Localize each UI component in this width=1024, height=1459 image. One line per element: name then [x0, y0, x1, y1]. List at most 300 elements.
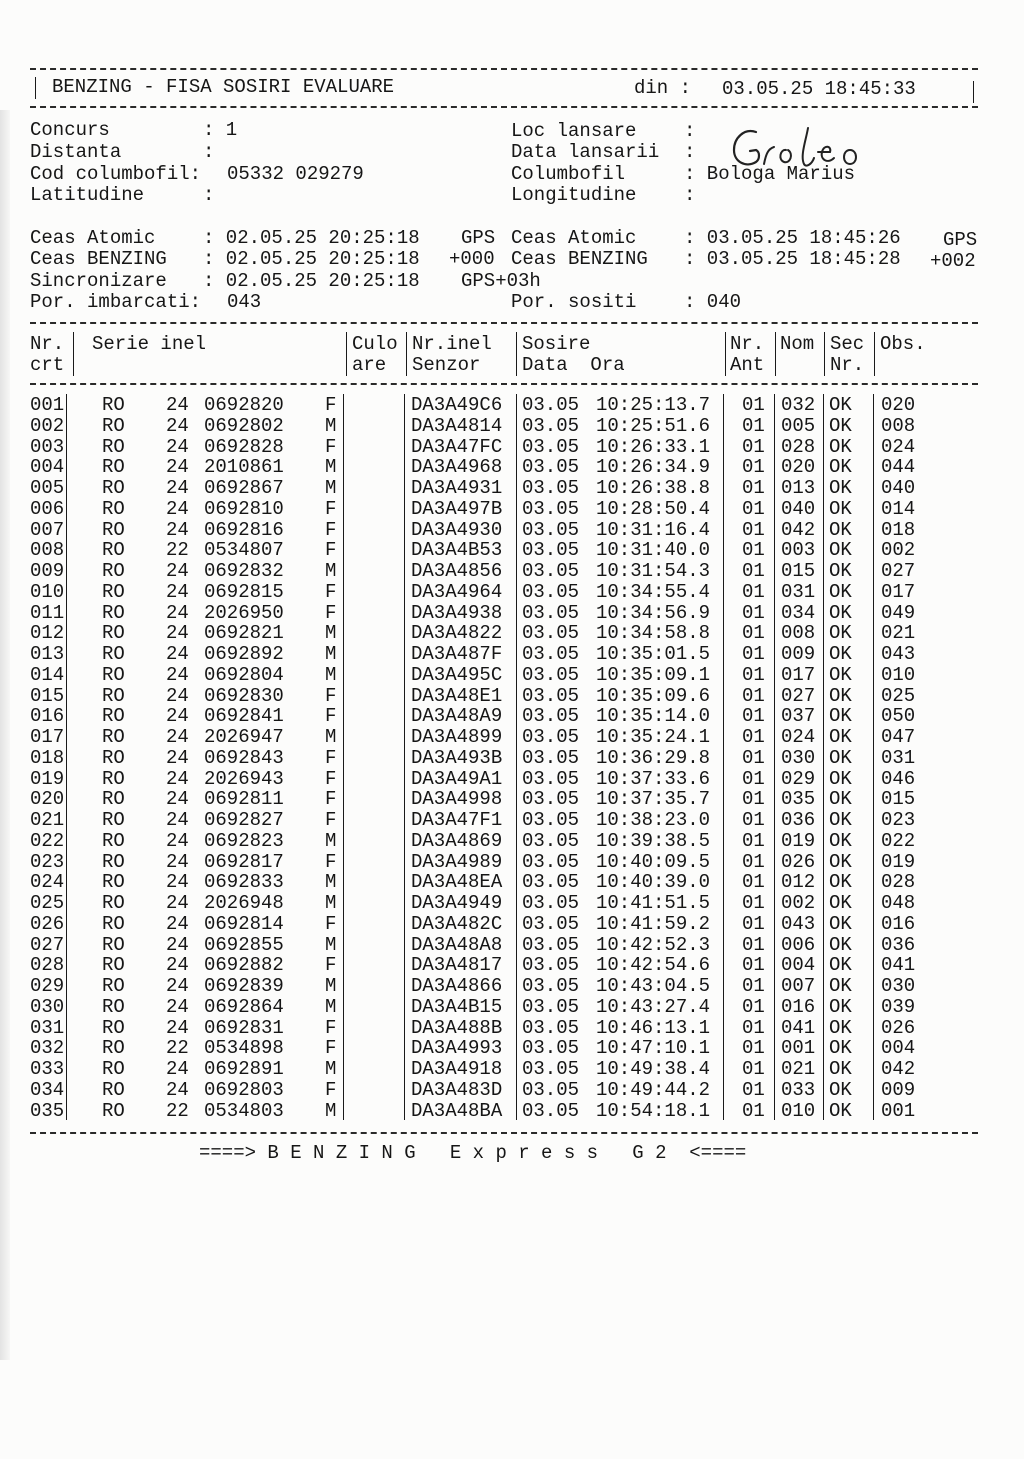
cell-sex: F	[325, 435, 337, 458]
cell-nr: 031	[30, 1016, 65, 1039]
cell-sex: F	[325, 684, 337, 707]
cell-an: 24	[166, 477, 189, 499]
cell-an: 24	[166, 518, 189, 541]
cell-sec: OK	[829, 539, 852, 562]
cell-ora: 10:25:51.6	[596, 414, 711, 437]
cell-nom: 037	[781, 705, 816, 728]
cell-an: 24	[166, 726, 189, 748]
cell-inel: 0692815	[204, 580, 284, 603]
cell-senzor: DA3A495C	[411, 663, 503, 686]
cell-tara: RO	[102, 394, 125, 416]
cell-an: 24	[166, 560, 189, 582]
cell-nom: 024	[781, 726, 816, 748]
cell-ora: 10:36:29.8	[596, 746, 711, 769]
cell-sec: OK	[829, 933, 852, 956]
cell-sex: M	[325, 663, 337, 686]
cell-ant: 01	[742, 933, 765, 956]
cell-sex: F	[325, 601, 337, 624]
table-row	[0, 1059, 1024, 1080]
cell-tara: RO	[102, 1037, 125, 1060]
longitudine-value: :	[684, 184, 696, 206]
cell-nr: 024	[30, 871, 65, 894]
cell-tara: RO	[102, 829, 125, 852]
cell-an: 24	[166, 954, 189, 977]
cell-obs: 014	[881, 497, 916, 520]
table-row	[0, 478, 1024, 499]
cell-ora: 10:43:04.5	[596, 975, 711, 997]
cell-obs: 039	[881, 995, 916, 1018]
cell-ora: 10:49:38.4	[596, 1058, 711, 1080]
hdr-sep	[406, 332, 407, 376]
cell-ant: 01	[742, 1078, 765, 1101]
cell-senzor: DA3A4817	[411, 954, 503, 977]
table-row	[0, 603, 1024, 624]
loc-lansare-label: Loc lansare	[511, 120, 637, 142]
cell-nom: 012	[781, 871, 816, 894]
cell-ora: 10:41:59.2	[596, 912, 711, 935]
cell-sex: M	[325, 560, 337, 582]
cell-sex: M	[325, 933, 337, 956]
cell-tara: RO	[102, 414, 125, 437]
cell-sec: OK	[829, 518, 852, 541]
por-imbarcati-label: Por. imbarcati:	[30, 291, 202, 313]
cell-ora: 10:31:40.0	[596, 539, 711, 562]
cell-ant: 01	[742, 705, 765, 728]
ceas-benzing-start-value: : 02.05.25 20:25:18	[203, 248, 420, 270]
table-row	[0, 665, 1024, 686]
cell-nom: 003	[781, 539, 816, 562]
cell-sex: F	[325, 518, 337, 541]
cell-inel: 2010861	[204, 456, 284, 479]
cell-sec: OK	[829, 477, 852, 499]
cell-nr: 032	[30, 1037, 65, 1060]
cell-data: 03.05	[522, 1078, 580, 1101]
ceas-atomic-start-value: : 02.05.25 20:25:18	[203, 227, 420, 249]
divider-table-header	[30, 383, 978, 385]
ceas-atomic-end-label: Ceas Atomic	[511, 227, 637, 249]
table-row	[0, 623, 1024, 644]
cell-ora: 10:46:13.1	[596, 1016, 711, 1039]
latitudine-label: Latitudine	[30, 184, 145, 206]
cell-senzor: DA3A4998	[411, 788, 503, 811]
cell-data: 03.05	[522, 684, 580, 707]
cell-senzor: DA3A4989	[411, 850, 503, 873]
cell-ora: 10:49:44.2	[596, 1078, 711, 1101]
table-row	[0, 955, 1024, 976]
cell-nom: 033	[781, 1078, 816, 1101]
divider-top	[30, 68, 978, 70]
table-row	[0, 706, 1024, 727]
cell-inel: 0692823	[204, 829, 284, 852]
cell-senzor: DA3A48A9	[411, 705, 503, 728]
cell-inel: 0692803	[204, 1078, 284, 1101]
cell-ora: 10:37:33.6	[596, 767, 711, 790]
cell-nom: 008	[781, 622, 816, 645]
cell-data: 03.05	[522, 809, 580, 831]
cell-obs: 027	[881, 560, 916, 582]
cell-obs: 048	[881, 892, 916, 914]
cell-ant: 01	[742, 871, 765, 894]
cell-ora: 10:37:35.7	[596, 788, 711, 811]
cell-sec: OK	[829, 622, 852, 645]
cell-sec: OK	[829, 954, 852, 977]
col-nr-header: Nr.	[30, 333, 65, 355]
cell-nr: 021	[30, 809, 65, 831]
cell-an: 24	[166, 829, 189, 852]
cell-an: 22	[166, 1037, 189, 1060]
cell-ora: 10:35:01.5	[596, 643, 711, 665]
cell-tara: RO	[102, 601, 125, 624]
cell-nom: 041	[781, 1016, 816, 1039]
cell-inel: 0534898	[204, 1037, 284, 1060]
cell-an: 24	[166, 394, 189, 416]
cell-nom: 043	[781, 912, 816, 935]
cell-nr: 019	[30, 767, 65, 790]
cell-nom: 042	[781, 518, 816, 541]
cell-ora: 10:40:09.5	[596, 850, 711, 873]
table-row	[0, 810, 1024, 831]
columbofil-name: : Bologa Marius	[684, 163, 856, 185]
cell-sec: OK	[829, 394, 852, 416]
cell-an: 24	[166, 767, 189, 790]
cell-tara: RO	[102, 975, 125, 997]
cell-sex: F	[325, 809, 337, 831]
cell-nr: 006	[30, 497, 65, 520]
cell-senzor: DA3A4964	[411, 580, 503, 603]
cell-obs: 028	[881, 871, 916, 894]
cell-ant: 01	[742, 580, 765, 603]
cell-inel: 2026947	[204, 726, 284, 748]
hdr-sep	[824, 332, 825, 376]
table-row	[0, 540, 1024, 561]
table-row	[0, 935, 1024, 956]
cell-tara: RO	[102, 539, 125, 562]
cell-senzor: DA3A4993	[411, 1037, 503, 1060]
cell-sex: F	[325, 767, 337, 790]
cell-ant: 01	[742, 954, 765, 977]
cell-data: 03.05	[522, 1099, 580, 1122]
cell-obs: 010	[881, 663, 916, 686]
cell-data: 03.05	[522, 1037, 580, 1060]
table-row	[0, 499, 1024, 520]
cell-senzor: DA3A48BA	[411, 1099, 503, 1122]
cell-ant: 01	[742, 643, 765, 665]
cell-inel: 0692891	[204, 1058, 284, 1080]
cell-obs: 002	[881, 539, 916, 562]
cell-inel: 0692817	[204, 850, 284, 873]
cell-nom: 009	[781, 643, 816, 665]
cell-ant: 01	[742, 892, 765, 914]
table-row	[0, 582, 1024, 603]
cell-sex: M	[325, 995, 337, 1018]
cell-ora: 10:31:16.4	[596, 518, 711, 541]
por-sositi-value: : 040	[684, 291, 742, 313]
cell-inel: 0692816	[204, 518, 284, 541]
col-senzor-header: Senzor	[412, 354, 481, 376]
cell-ora: 10:35:09.6	[596, 684, 711, 707]
table-row	[0, 872, 1024, 893]
cell-nr: 014	[30, 663, 65, 686]
cell-nr: 022	[30, 829, 65, 852]
cell-sex: F	[325, 912, 337, 935]
cell-data: 03.05	[522, 643, 580, 665]
cell-ora: 10:26:38.8	[596, 477, 711, 499]
cell-obs: 043	[881, 643, 916, 665]
cell-obs: 022	[881, 829, 916, 852]
cell-tara: RO	[102, 809, 125, 831]
cell-inel: 0692821	[204, 622, 284, 645]
cell-nom: 013	[781, 477, 816, 499]
ceas-benzing-end-label: Ceas BENZING	[511, 248, 648, 270]
cell-senzor: DA3A4B15	[411, 995, 503, 1018]
cell-nom: 034	[781, 601, 816, 624]
cell-obs: 047	[881, 726, 916, 748]
ceas-benzing-end-suffix: +002	[930, 250, 976, 272]
table-row	[0, 520, 1024, 541]
cell-nr: 012	[30, 622, 65, 645]
col-nom-header: Nom	[780, 333, 815, 355]
ceas-benzing-end-value: : 03.05.25 18:45:28	[684, 248, 901, 270]
cell-ora: 10:35:24.1	[596, 726, 711, 748]
table-row	[0, 1101, 1024, 1122]
cell-an: 24	[166, 622, 189, 645]
cell-senzor: DA3A48E1	[411, 684, 503, 707]
cell-inel: 0692831	[204, 1016, 284, 1039]
table-row	[0, 686, 1024, 707]
cell-inel: 0692867	[204, 477, 284, 499]
cell-ant: 01	[742, 622, 765, 645]
cell-an: 22	[166, 539, 189, 562]
cell-senzor: DA3A482C	[411, 912, 503, 935]
cell-an: 24	[166, 933, 189, 956]
cell-obs: 041	[881, 954, 916, 977]
cell-data: 03.05	[522, 746, 580, 769]
cell-sec: OK	[829, 456, 852, 479]
cell-an: 24	[166, 746, 189, 769]
cell-tara: RO	[102, 622, 125, 645]
cell-obs: 020	[881, 394, 916, 416]
cell-tara: RO	[102, 477, 125, 499]
cell-data: 03.05	[522, 497, 580, 520]
cell-ant: 01	[742, 684, 765, 707]
cell-obs: 001	[881, 1099, 916, 1122]
cell-ant: 01	[742, 456, 765, 479]
cell-ora: 10:39:38.5	[596, 829, 711, 852]
hdr-sep	[725, 332, 726, 376]
col-serie-header: Serie inel	[92, 333, 207, 355]
cell-tara: RO	[102, 518, 125, 541]
cell-inel: 0534803	[204, 1099, 284, 1122]
cell-an: 24	[166, 975, 189, 997]
cell-nom: 019	[781, 829, 816, 852]
table-row	[0, 831, 1024, 852]
cell-sex: M	[325, 622, 337, 645]
cell-senzor: DA3A488B	[411, 1016, 503, 1039]
cell-sec: OK	[829, 684, 852, 707]
cell-inel: 0534807	[204, 539, 284, 562]
cell-sex: F	[325, 954, 337, 977]
cell-sec: OK	[829, 892, 852, 914]
cell-data: 03.05	[522, 518, 580, 541]
cell-nr: 001	[30, 394, 65, 416]
cell-tara: RO	[102, 1099, 125, 1122]
cell-sec: OK	[829, 746, 852, 769]
cell-senzor: DA3A4814	[411, 414, 503, 437]
col-culoare-header: Culo	[352, 333, 398, 355]
table-row	[0, 1080, 1024, 1101]
cell-data: 03.05	[522, 601, 580, 624]
cell-nom: 006	[781, 933, 816, 956]
ceas-benzing-start-label: Ceas BENZING	[30, 248, 167, 270]
cell-obs: 040	[881, 477, 916, 499]
cell-sec: OK	[829, 850, 852, 873]
cell-senzor: DA3A4930	[411, 518, 503, 541]
cell-obs: 009	[881, 1078, 916, 1101]
cell-tara: RO	[102, 892, 125, 914]
cell-obs: 017	[881, 580, 916, 603]
cell-sex: F	[325, 1078, 337, 1101]
cell-senzor: DA3A4866	[411, 975, 503, 997]
cell-nom: 032	[781, 394, 816, 416]
cell-tara: RO	[102, 767, 125, 790]
cell-obs: 042	[881, 1058, 916, 1080]
cell-an: 24	[166, 850, 189, 873]
cell-inel: 0692810	[204, 497, 284, 520]
cell-sec: OK	[829, 601, 852, 624]
cell-ora: 10:26:33.1	[596, 435, 711, 458]
cell-an: 24	[166, 1058, 189, 1080]
cell-tara: RO	[102, 580, 125, 603]
cell-tara: RO	[102, 1058, 125, 1080]
cell-sec: OK	[829, 871, 852, 894]
cell-inel: 2026948	[204, 892, 284, 914]
cell-senzor: DA3A48A8	[411, 933, 503, 956]
cell-obs: 031	[881, 746, 916, 769]
cell-nr: 009	[30, 560, 65, 582]
cell-sec: OK	[829, 1037, 852, 1060]
cell-senzor: DA3A47FC	[411, 435, 503, 458]
cell-obs: 049	[881, 601, 916, 624]
cell-sex: M	[325, 456, 337, 479]
sincronizare-value: : 02.05.25 20:25:18	[203, 270, 420, 292]
cell-sec: OK	[829, 1016, 852, 1039]
cell-inel: 0692811	[204, 788, 284, 811]
cell-ora: 10:28:50.4	[596, 497, 711, 520]
cell-inel: 2026950	[204, 601, 284, 624]
cell-tara: RO	[102, 663, 125, 686]
cell-nr: 010	[30, 580, 65, 603]
cell-sex: F	[325, 788, 337, 811]
cell-ora: 10:40:39.0	[596, 871, 711, 894]
cell-inel: 0692864	[204, 995, 284, 1018]
cell-an: 24	[166, 643, 189, 665]
cell-nr: 002	[30, 414, 65, 437]
cell-sec: OK	[829, 975, 852, 997]
cell-inel: 0692882	[204, 954, 284, 977]
cell-inel: 0692832	[204, 560, 284, 582]
cell-nr: 034	[30, 1078, 65, 1101]
hdr-sep	[346, 332, 347, 376]
table-row	[0, 457, 1024, 478]
col-obs-header: Obs.	[880, 333, 926, 355]
cell-obs: 024	[881, 435, 916, 458]
cell-senzor: DA3A4822	[411, 622, 503, 645]
cell-obs: 015	[881, 788, 916, 811]
cell-senzor: DA3A4938	[411, 601, 503, 624]
cell-sec: OK	[829, 767, 852, 790]
cell-ant: 01	[742, 995, 765, 1018]
cell-sex: M	[325, 892, 337, 914]
cell-ant: 01	[742, 477, 765, 499]
cell-nom: 021	[781, 1058, 816, 1080]
cell-data: 03.05	[522, 414, 580, 437]
cell-nom: 020	[781, 456, 816, 479]
cell-an: 24	[166, 871, 189, 894]
cell-an: 24	[166, 435, 189, 458]
cell-tara: RO	[102, 643, 125, 665]
cell-ant: 01	[742, 1058, 765, 1080]
concurs-value: : 1	[203, 119, 238, 141]
cell-nom: 035	[781, 788, 816, 811]
cell-ant: 01	[742, 767, 765, 790]
cell-sec: OK	[829, 663, 852, 686]
cell-obs: 021	[881, 622, 916, 645]
col-sec-header: Sec	[830, 333, 865, 355]
cell-ant: 01	[742, 539, 765, 562]
cell-nr: 003	[30, 435, 65, 458]
cell-data: 03.05	[522, 705, 580, 728]
cell-ora: 10:43:27.4	[596, 995, 711, 1018]
cell-nr: 015	[30, 684, 65, 707]
cell-ora: 10:34:55.4	[596, 580, 711, 603]
distanta-label: Distanta	[30, 141, 122, 163]
cell-sec: OK	[829, 995, 852, 1018]
cell-an: 22	[166, 1099, 189, 1122]
latitudine-value: :	[203, 184, 215, 206]
cell-an: 24	[166, 601, 189, 624]
cell-data: 03.05	[522, 580, 580, 603]
sincronizare-label: Sincronizare	[30, 270, 167, 292]
cell-ora: 10:35:09.1	[596, 663, 711, 686]
cell-nom: 005	[781, 414, 816, 437]
cell-an: 24	[166, 1078, 189, 1101]
ceas-benzing-start-suffix: +000	[449, 248, 495, 270]
cell-ant: 01	[742, 746, 765, 769]
cell-sex: M	[325, 643, 337, 665]
cell-nr: 029	[30, 975, 65, 997]
cell-tara: RO	[102, 912, 125, 935]
cell-data: 03.05	[522, 435, 580, 458]
cell-tara: RO	[102, 995, 125, 1018]
cell-ant: 01	[742, 414, 765, 437]
cell-sec: OK	[829, 1058, 852, 1080]
cell-ora: 10:42:54.6	[596, 954, 711, 977]
col-nr-header-2: crt	[30, 354, 65, 376]
cell-nr: 026	[30, 912, 65, 935]
cell-sex: M	[325, 1099, 337, 1122]
cell-sex: F	[325, 497, 337, 520]
cell-nom: 028	[781, 435, 816, 458]
table-row	[0, 437, 1024, 458]
table-row	[0, 852, 1024, 873]
cell-sec: OK	[829, 580, 852, 603]
cell-data: 03.05	[522, 539, 580, 562]
cell-sec: OK	[829, 414, 852, 437]
cell-nom: 026	[781, 850, 816, 873]
cell-tara: RO	[102, 726, 125, 748]
col-culoare-header-2: are	[352, 354, 387, 376]
cell-sec: OK	[829, 829, 852, 852]
